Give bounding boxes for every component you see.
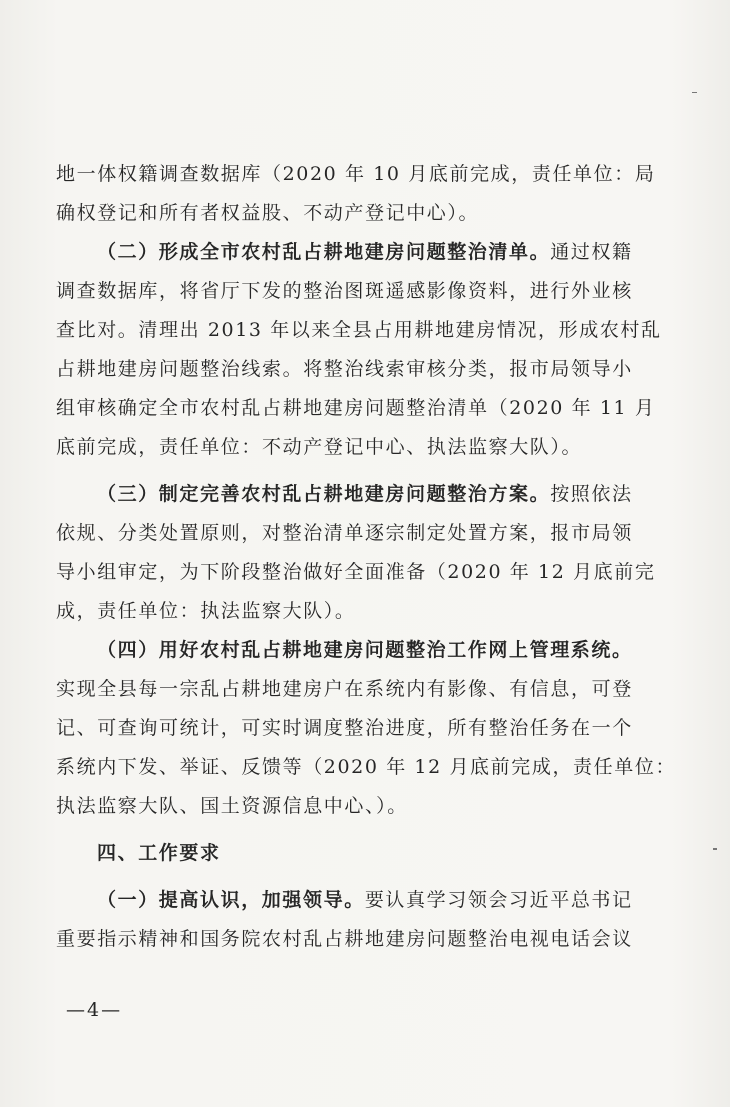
paragraph-heading: （三）制定完善农村乱占耕地建房问题整治方案。 <box>97 483 551 505</box>
body-text-line: 成，责任单位：执法监察大队）。 <box>56 600 356 622</box>
paragraph-first-line <box>97 481 677 507</box>
scan-speck <box>692 92 697 93</box>
body-text-line: 调查数据库，将省厅下发的整治图斑遥感影像资料，进行外业核 <box>56 280 633 302</box>
body-text-line: 系统内下发、举证、反馈等（2020 年 12 月底前完成，责任单位： <box>56 756 677 778</box>
paragraph-first-line <box>97 637 677 663</box>
page-number: —4— <box>66 999 123 1021</box>
body-text-line: 确权登记和所有者权益股、不动产登记中心）。 <box>56 202 480 224</box>
body-text: 通过权籍 <box>550 241 633 263</box>
body-text-line: 依规、分类处置原则，对整治清单逐宗制定处置方案，报市局领 <box>56 522 633 544</box>
paragraph-first-line <box>97 887 677 913</box>
body-text-line: 重要指示精神和国务院农村乱占耕地建房问题整治电视电话会议 <box>56 928 633 950</box>
body-text-line: 实现全县每一宗乱占耕地建房户在系统内有影像、有信息，可登 <box>56 678 633 700</box>
section-heading: 四、工作要求 <box>97 842 221 864</box>
body-text: 按照依法 <box>550 483 633 505</box>
body-text-line: 地一体权籍调查数据库（2020 年 10 月底前完成，责任单位：局 <box>56 163 656 185</box>
body-text-line: 底前完成，责任单位：不动产登记中心、执法监察大队）。 <box>56 436 583 458</box>
paragraph-heading: （二）形成全市农村乱占耕地建房问题整治清单。 <box>97 241 551 263</box>
body-text-line: 组审核确定全市农村乱占耕地建房问题整治清单（2020 年 11 月 <box>56 397 656 419</box>
body-text-line: 记、可查询可统计，可实时调度整治进度，所有整治任务在一个 <box>56 717 633 739</box>
paragraph-first-line <box>97 239 677 265</box>
body-text-line: 导小组审定，为下阶段整治做好全面准备（2020 年 12 月底前完 <box>56 561 656 583</box>
paragraph-heading: （四）用好农村乱占耕地建房问题整治工作网上管理系统。 <box>97 639 633 661</box>
scan-speck <box>713 848 717 850</box>
body-text: 要认真学习领会习近平总书记 <box>364 889 633 911</box>
body-text-line: 查比对。清理出 2013 年以来全县占用耕地建房情况，形成农村乱 <box>56 319 662 341</box>
body-text-line: 占耕地建房问题整治线索。将整治线索审核分类，报市局领导小 <box>56 358 633 380</box>
paragraph-heading: （一）提高认识，加强领导。 <box>97 889 365 911</box>
body-text-line: 执法监察大队、国土资源信息中心、）。 <box>56 795 408 817</box>
